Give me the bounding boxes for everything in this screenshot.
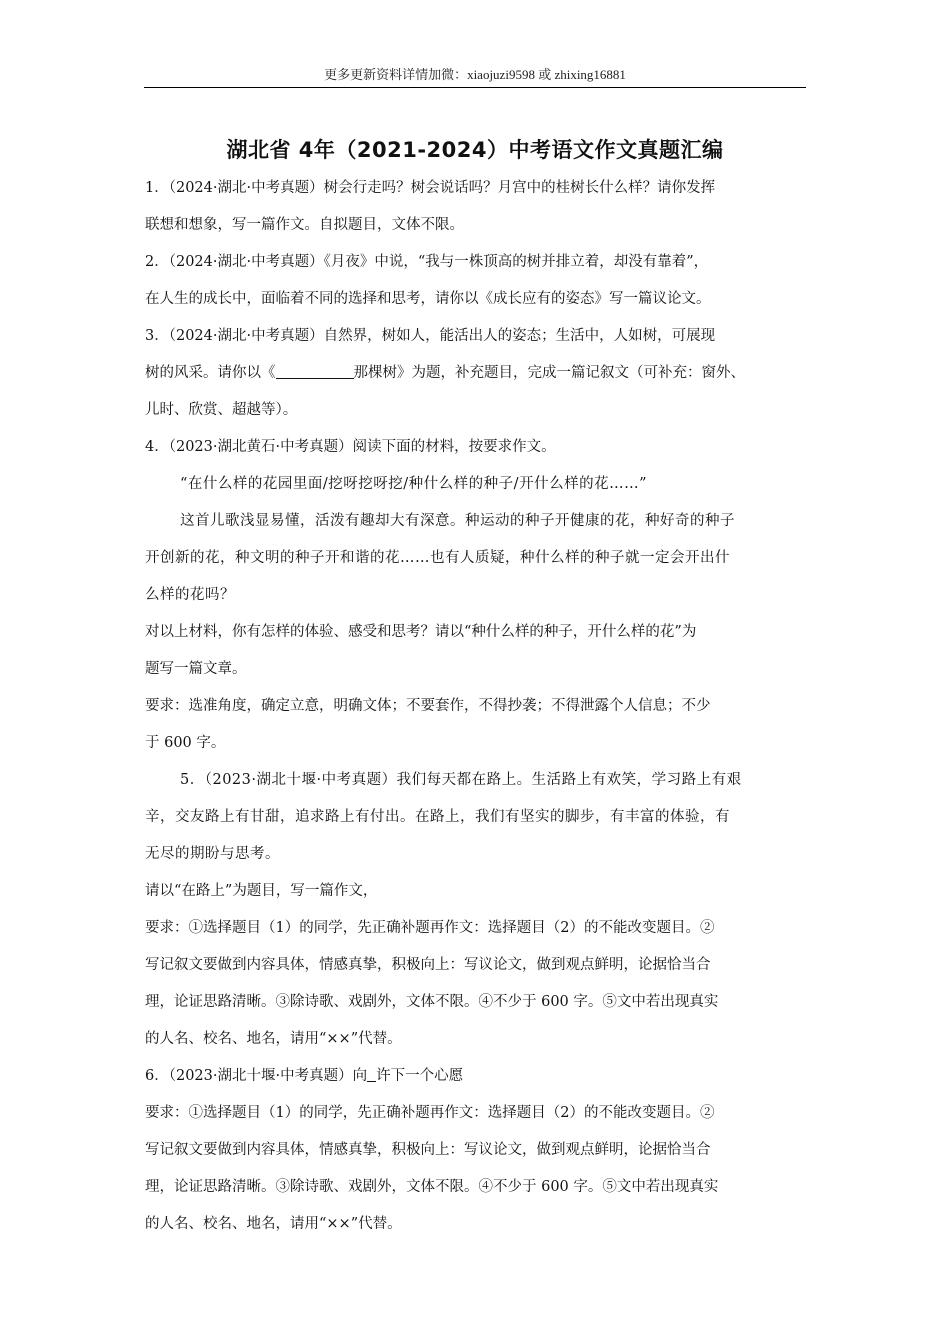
q4-requirement-line-1: 要求：选准角度，确定立意，明确文体；不要套作，不得抄袭；不得泄露个人信息；不少 [145, 698, 711, 714]
q5-requirement-line-1: 要求：①选择题目（1）的同学，先正确补题再作文：选择题目（2）的不能改变题目。② [145, 920, 715, 936]
q3-line-2-end: 那棵树》为题，补充题目，完成一篇记叙文（可补充：窗外、 [353, 365, 745, 381]
question-3 [145, 318, 815, 429]
question-2 [145, 244, 815, 318]
q5-requirement-line-2: 写记叙文要做到内容具体，情感真挚，积极向上：写议论文，做到观点鲜明，论据恰当合 [145, 957, 711, 973]
q4-material-line-3: 么样的花吗？ [145, 587, 235, 603]
q5-line-3: 无尽的期盼与思考。 [145, 846, 280, 862]
q5-requirement-line-4: 的人名、校名、地名，请用“××”代替。 [145, 1031, 402, 1047]
q4-material-line-1: 这首儿歌浅显易懂，活泼有趣却大有深意。种运动的种子开健康的花，种好奇的种子 [180, 513, 735, 529]
q3-line-3: 儿时、欣赏、超越等）。 [145, 402, 298, 418]
fill-in-blank [367, 1065, 376, 1082]
page-header: 更多更新资料详情加微：xiaojuzi9598 或 zhixing16881 [324, 67, 626, 82]
q6-requirement-line-3: 理，论证思路清晰。③除诗歌、戏剧外，文体不限。④不少于 600 字。⑤文中若出现真实 [145, 1179, 719, 1195]
q4-line-1: 4．（2023·湖北黄石·中考真题）阅读下面的材料，按要求作文。 [145, 439, 556, 455]
q5-line-2: 辛，交友路上有甘甜，追求路上有付出。在路上，我们有坚实的脚步，有丰富的体验，有 [145, 809, 730, 825]
document-body [145, 170, 815, 1243]
q6-line-1 [145, 1058, 815, 1095]
question-1 [145, 170, 815, 244]
q4-prompt-line-1: 对以上材料，你有怎样的体验、感受和思考？请以“种什么样的种子，开什么样的花”为 [145, 624, 697, 640]
q6-line-1-start: 6．（2023·湖北十堰·中考真题）向 [145, 1068, 368, 1084]
q6-requirement-line-2: 写记叙文要做到内容具体，情感真挚，积极向上：写议论文，做到观点鲜明，论据恰当合 [145, 1142, 711, 1158]
header-divider [144, 87, 806, 88]
q2-line-2: 在人生的成长中，面临着不同的选择和思考，请你以《成长应有的姿态》写一篇议论文。 [145, 291, 711, 307]
fill-in-blank [276, 362, 354, 379]
q3-line-1: 3．（2024·湖北·中考真题）自然界，树如人，能活出人的姿态；生活中，人如树，可展现 [145, 328, 716, 344]
q4-poem: “在什么样的花园里面/挖呀挖呀挖/种什么样的种子/开什么样的花……” [180, 476, 647, 492]
q1-line-1: 1．（2024·湖北·中考真题）树会行走吗？树会说话吗？月宫中的桂树长什么样？请你发挥 [145, 180, 716, 196]
question-5 [145, 762, 815, 1058]
q5-prompt: 请以“在路上”为题目，写一篇作文， [145, 883, 378, 899]
q3-line-2-start: 树的风采。请你以《 [145, 365, 276, 381]
q4-requirement-line-2: 于 600 字。 [145, 735, 226, 751]
question-6 [145, 1058, 815, 1243]
document-title: 湖北省 4年（2021-2024）中考语文作文真题汇编 [226, 138, 724, 162]
question-4 [145, 429, 815, 762]
q6-requirement-line-1: 要求：①选择题目（1）的同学，先正确补题再作文：选择题目（2）的不能改变题目。② [145, 1105, 715, 1121]
q6-requirement-line-4: 的人名、校名、地名，请用“××”代替。 [145, 1216, 402, 1232]
q6-line-1-end: 许下一个心愿 [376, 1068, 464, 1084]
q5-requirement-line-3: 理，论证思路清晰。③除诗歌、戏剧外，文体不限。④不少于 600 字。⑤文中若出现真实 [145, 994, 719, 1010]
q1-line-2: 联想和想象，写一篇作文。自拟题目，文体不限。 [145, 217, 464, 233]
q4-prompt-line-2: 题写一篇文章。 [145, 661, 247, 677]
q4-material-line-2: 开创新的花，种文明的种子开和谐的花……也有人质疑，种什么样的种子就一定会开出什 [145, 550, 730, 566]
q5-line-1: 5．（2023·湖北十堰·中考真题）我们每天都在路上。生活路上有欢笑，学习路上有艰 [180, 772, 742, 788]
q2-line-1: 2．（2024·湖北·中考真题）《月夜》中说，“我与一株顶高的树并排立着，却没有靠着”， [145, 254, 709, 270]
q3-line-2 [145, 355, 815, 392]
